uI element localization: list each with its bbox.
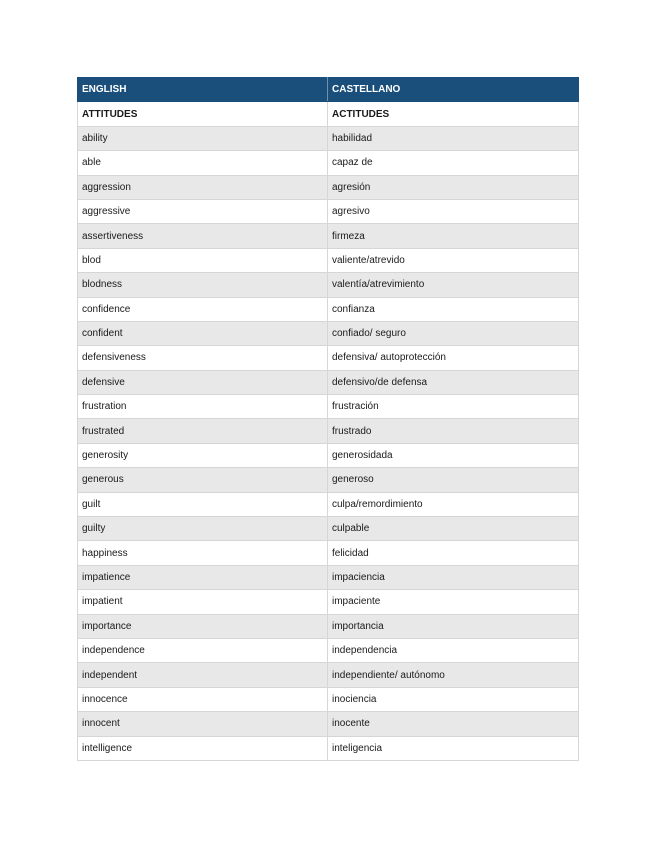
spanish-term: inteligencia bbox=[328, 736, 579, 760]
english-term: innocent bbox=[78, 712, 328, 736]
vocabulary-table bbox=[77, 77, 579, 761]
spanish-term: agresivo bbox=[328, 199, 579, 223]
table-row bbox=[78, 590, 579, 614]
spanish-term: valentía/atrevimiento bbox=[328, 273, 579, 297]
table-row bbox=[78, 273, 579, 297]
table-row bbox=[78, 736, 579, 760]
table-row bbox=[78, 541, 579, 565]
table-row bbox=[78, 126, 579, 150]
english-term: intelligence bbox=[78, 736, 328, 760]
spanish-term: culpa/remordimiento bbox=[328, 492, 579, 516]
spanish-term: inociencia bbox=[328, 687, 579, 711]
spanish-term: frustración bbox=[328, 395, 579, 419]
spanish-term: impaciente bbox=[328, 590, 579, 614]
english-term: independent bbox=[78, 663, 328, 687]
spanish-term: felicidad bbox=[328, 541, 579, 565]
header-row bbox=[78, 78, 579, 102]
table-row bbox=[78, 248, 579, 272]
spanish-term: defensiva/ autoprotección bbox=[328, 346, 579, 370]
spanish-term: importancia bbox=[328, 614, 579, 638]
spanish-term: defensivo/de defensa bbox=[328, 370, 579, 394]
table-row bbox=[78, 687, 579, 711]
table-row bbox=[78, 663, 579, 687]
spanish-term: culpable bbox=[328, 517, 579, 541]
table-row bbox=[78, 419, 579, 443]
table-row bbox=[78, 151, 579, 175]
spanish-term: capaz de bbox=[328, 151, 579, 175]
spanish-term: independencia bbox=[328, 638, 579, 662]
english-term: defensiveness bbox=[78, 346, 328, 370]
english-term: frustrated bbox=[78, 419, 328, 443]
section-row bbox=[78, 102, 579, 126]
english-term: ability bbox=[78, 126, 328, 150]
spanish-term: independiente/ autónomo bbox=[328, 663, 579, 687]
table-row bbox=[78, 638, 579, 662]
spanish-term: habilidad bbox=[328, 126, 579, 150]
spanish-term: inocente bbox=[328, 712, 579, 736]
table-row bbox=[78, 175, 579, 199]
english-term: generosity bbox=[78, 443, 328, 467]
table-row bbox=[78, 565, 579, 589]
table-row bbox=[78, 224, 579, 248]
english-term: confident bbox=[78, 321, 328, 345]
english-term: generous bbox=[78, 468, 328, 492]
english-term: defensive bbox=[78, 370, 328, 394]
english-term: guilty bbox=[78, 517, 328, 541]
table-row bbox=[78, 517, 579, 541]
spanish-term: generosidada bbox=[328, 443, 579, 467]
english-column-header: ENGLISH bbox=[78, 78, 328, 102]
english-term: importance bbox=[78, 614, 328, 638]
table-row bbox=[78, 297, 579, 321]
english-term: guilt bbox=[78, 492, 328, 516]
table-row bbox=[78, 395, 579, 419]
english-term: confidence bbox=[78, 297, 328, 321]
english-term: happiness bbox=[78, 541, 328, 565]
spanish-term: valiente/atrevido bbox=[328, 248, 579, 272]
spanish-term: firmeza bbox=[328, 224, 579, 248]
english-term: aggressive bbox=[78, 199, 328, 223]
english-term: assertiveness bbox=[78, 224, 328, 248]
table-row bbox=[78, 443, 579, 467]
english-term: blodness bbox=[78, 273, 328, 297]
table-body bbox=[78, 102, 579, 761]
english-term: frustration bbox=[78, 395, 328, 419]
english-term: blod bbox=[78, 248, 328, 272]
spanish-term: impaciencia bbox=[328, 565, 579, 589]
table-row bbox=[78, 321, 579, 345]
english-term: able bbox=[78, 151, 328, 175]
table-row bbox=[78, 199, 579, 223]
spanish-term: confiado/ seguro bbox=[328, 321, 579, 345]
table-row bbox=[78, 712, 579, 736]
castellano-column-header: CASTELLANO bbox=[328, 78, 579, 102]
spanish-term: confianza bbox=[328, 297, 579, 321]
table-row bbox=[78, 346, 579, 370]
english-term: innocence bbox=[78, 687, 328, 711]
english-term: impatience bbox=[78, 565, 328, 589]
english-term: independence bbox=[78, 638, 328, 662]
spanish-term: agresión bbox=[328, 175, 579, 199]
table-row bbox=[78, 370, 579, 394]
table-row bbox=[78, 468, 579, 492]
table-row bbox=[78, 492, 579, 516]
section-castellano: ACTITUDES bbox=[328, 102, 579, 126]
section-english: ATTITUDES bbox=[78, 102, 328, 126]
spanish-term: generoso bbox=[328, 468, 579, 492]
english-term: aggression bbox=[78, 175, 328, 199]
table-row bbox=[78, 614, 579, 638]
english-term: impatient bbox=[78, 590, 328, 614]
spanish-term: frustrado bbox=[328, 419, 579, 443]
